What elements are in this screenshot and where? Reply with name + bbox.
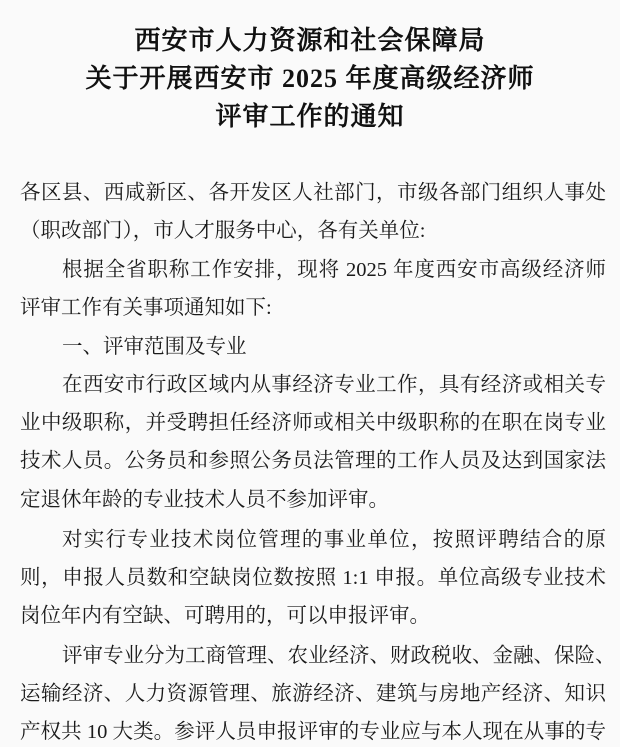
body-line: 业中级职称，并受聘担任经济师或相关中级职称的在职在岗专业 xyxy=(20,412,606,434)
addressee-line: 各区县、西咸新区、各开发区人社部门，市级各部门组织人事处 xyxy=(20,182,606,204)
body-line: 产权共 10 大类。参评人员申报评审的专业应与本人现在从事的专 xyxy=(20,721,606,743)
body-line: 在西安市行政区域内从事经济专业工作，具有经济或相关专 xyxy=(62,374,606,396)
body-line: 评审工作有关事项通知如下: xyxy=(20,297,272,319)
addressee-line: （职改部门），市人才服务中心，各有关单位: xyxy=(20,220,426,242)
body-line: 定退休年龄的专业技术人员不参加评审。 xyxy=(20,489,389,511)
body-line: 根据全省职称工作安排，现将 2025 年度西安市高级经济师 xyxy=(62,259,606,281)
body-line: 技术人员。公务员和参照公务员法管理的工作人员及达到国家法 xyxy=(20,450,606,472)
title-line-2: 关于开展西安市 2025 年度高级经济师 xyxy=(85,64,535,93)
body-line: 则，申报人员数和空缺岗位数按照 1:1 申报。单位高级专业技术 xyxy=(20,567,606,589)
body-line: 运输经济、人力资源管理、旅游经济、建筑与房地产经济、知识 xyxy=(20,683,606,705)
section-heading: 一、评审范围及专业 xyxy=(62,335,247,358)
body-line: 评审专业分为工商管理、农业经济、财政税收、金融、保险、 xyxy=(62,645,616,667)
title-line-3: 评审工作的通知 xyxy=(215,102,405,131)
body-line: 对实行专业技术岗位管理的事业单位，按照评聘结合的原 xyxy=(62,529,606,551)
body-line: 岗位年内有空缺、可聘用的，可以申报评审。 xyxy=(20,605,430,627)
title-line-1: 西安市人力资源和社会保障局 xyxy=(134,26,486,55)
